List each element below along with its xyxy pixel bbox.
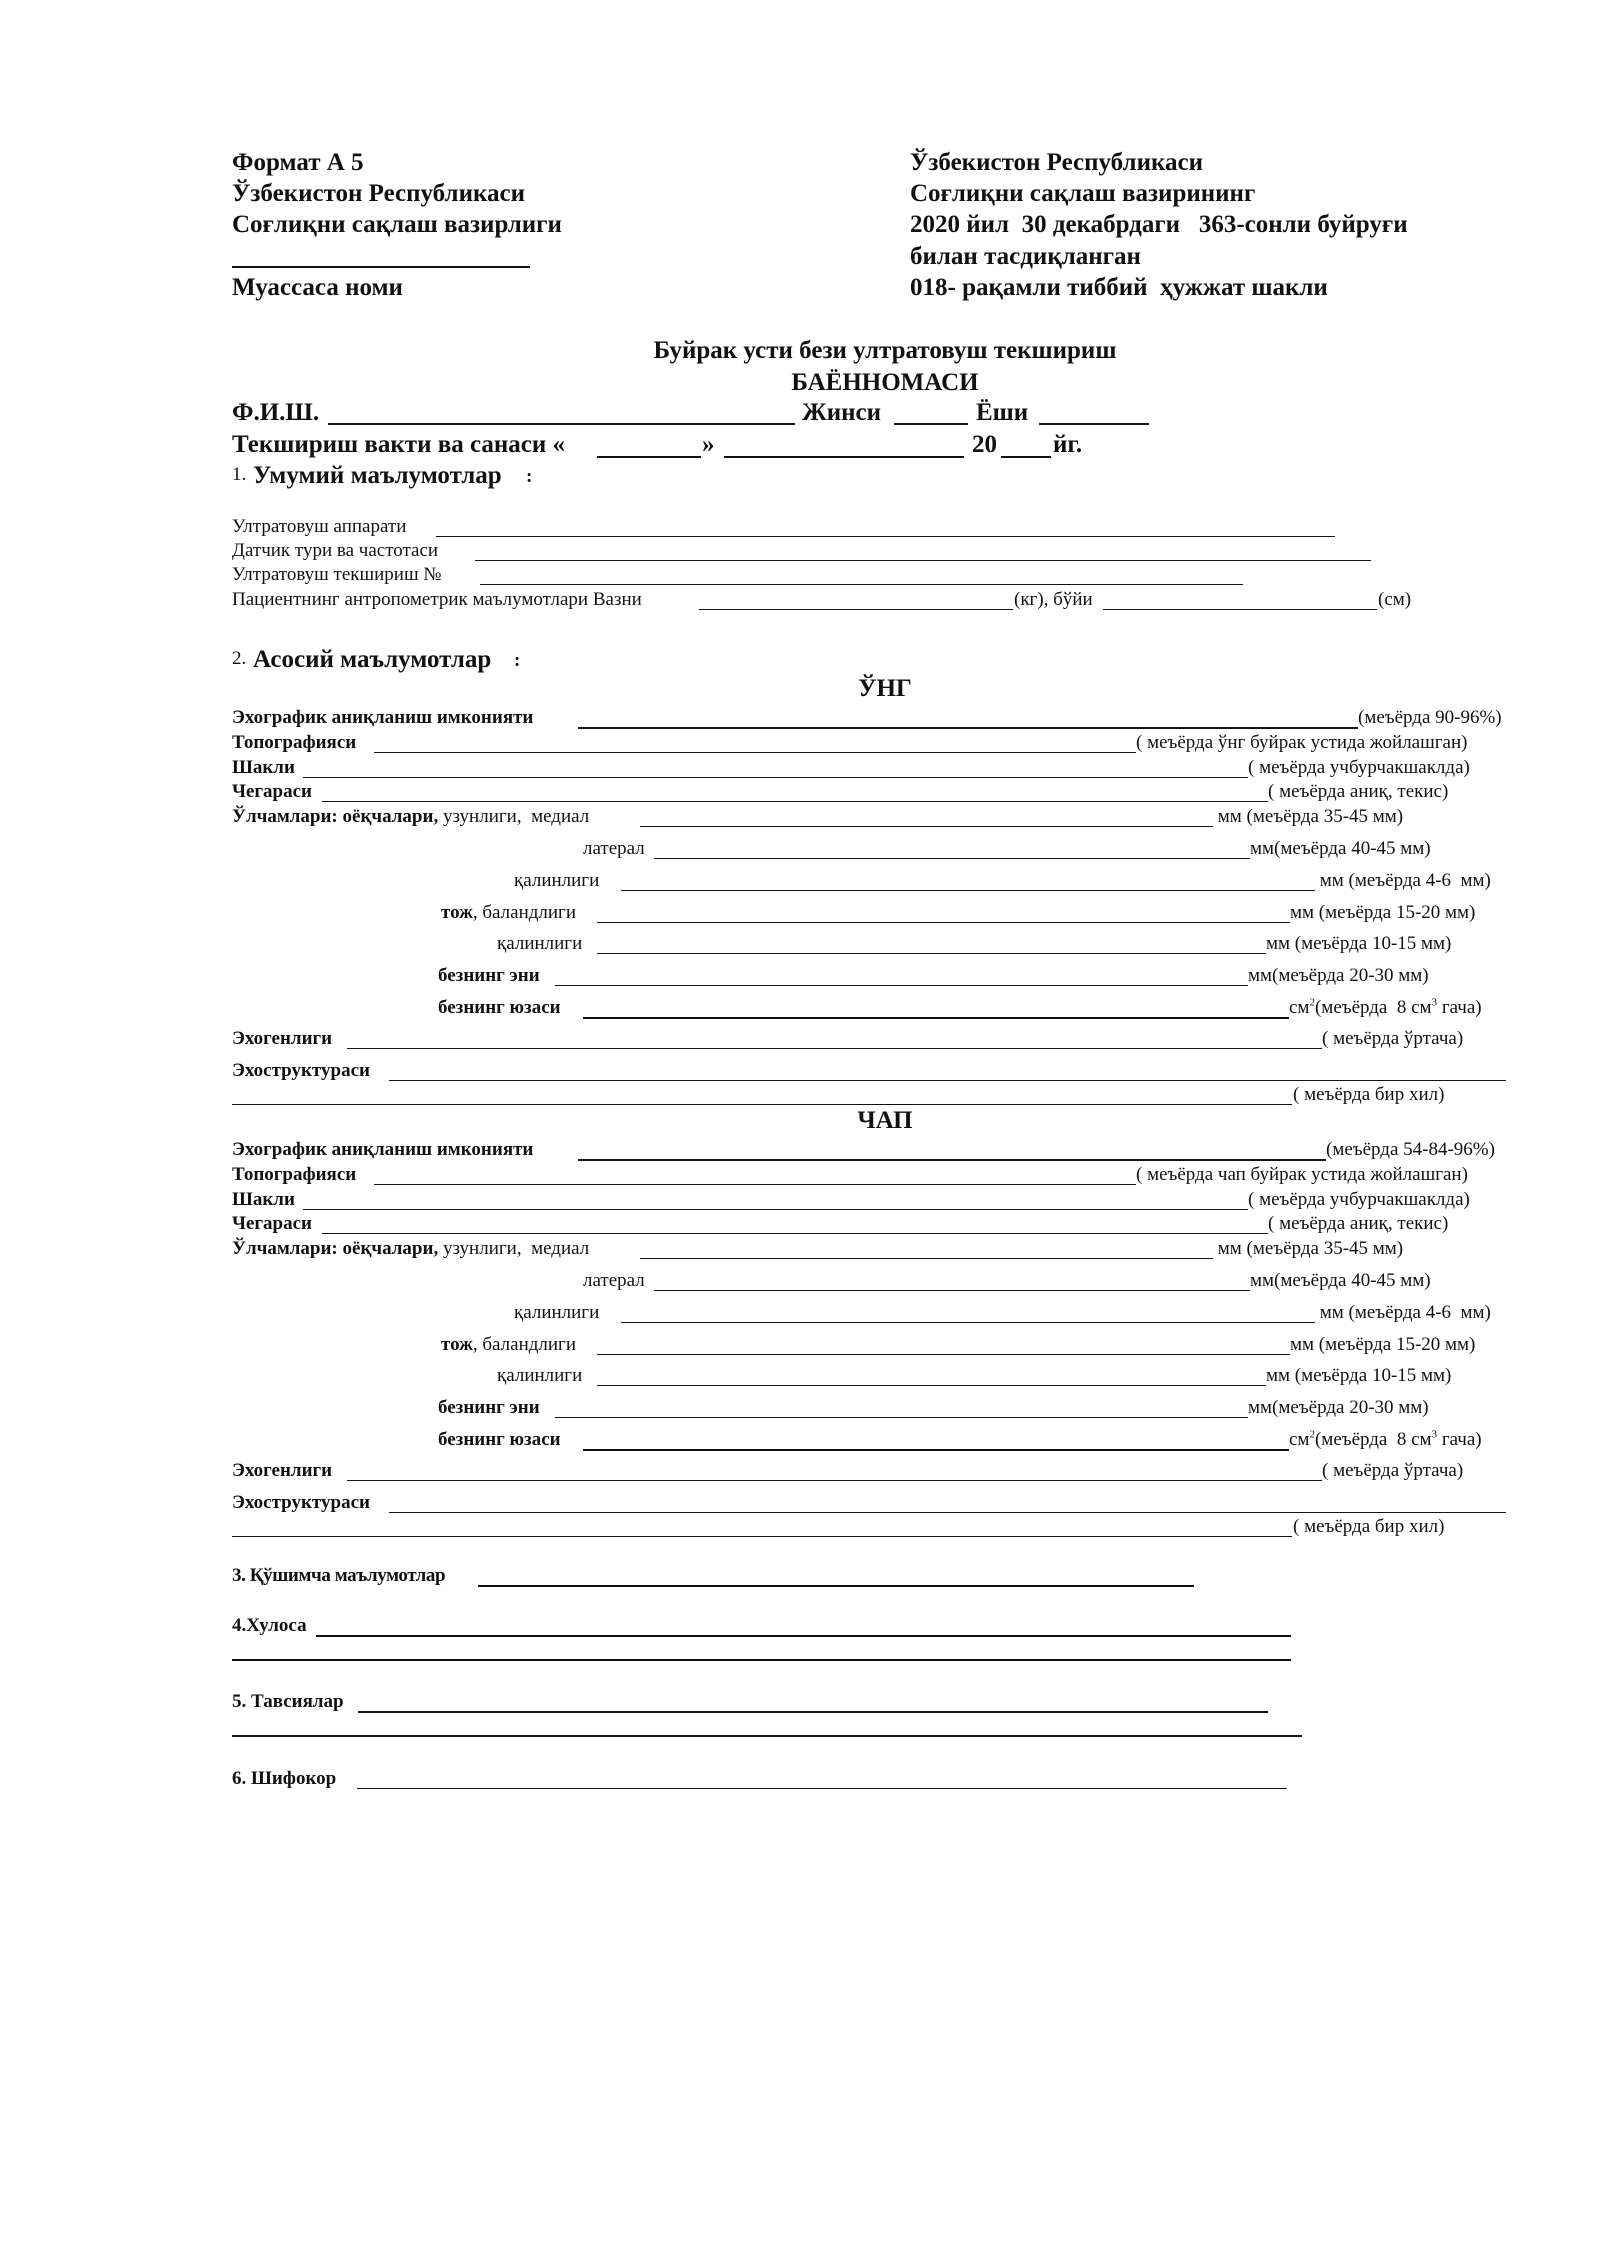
weight-label: Пациентнинг антропометрик маълумотлари Вазни	[232, 589, 642, 610]
left-echostructure-field[interactable]	[389, 1512, 1506, 1513]
left-echogenicity-label: Эхогенлиги	[232, 1460, 333, 1481]
fio-label: Ф.И.Ш.	[232, 399, 320, 426]
right-dims-bold: Ўлчамлари: оёқчалари,	[232, 806, 439, 827]
left-medial-norm: мм (меъёрда 35-45 мм)	[1213, 1238, 1404, 1259]
republic-left: Ўзбекистон Республикаси	[232, 180, 526, 207]
document-title-2: БАЁННОМАСИ	[791, 369, 979, 396]
left-borders-norm: ( меъёрда аниқ, текис)	[1268, 1213, 1449, 1234]
exam-day-field[interactable]	[597, 456, 701, 458]
section3-label: 3. Қўшимча маълумотлар	[232, 1565, 446, 1586]
right-borders-field[interactable]	[322, 801, 1268, 802]
right-lateral-field[interactable]	[654, 858, 1250, 859]
right-surface-field[interactable]	[583, 1017, 1289, 1019]
right-topography-label: Топографияси	[232, 732, 357, 753]
right-thickness1-field[interactable]	[621, 890, 1315, 891]
right-surface-tail: гача)	[1437, 997, 1482, 1018]
left-thickness2-field[interactable]	[597, 1385, 1266, 1386]
form-number: 018- рақамли тиббий ҳужжат шакли	[910, 274, 1328, 301]
right-medial-norm: мм (меъёрда 35-45 мм)	[1213, 806, 1404, 827]
right-thickness2-label: қалинлиги	[497, 933, 583, 954]
section1-num: 1.	[232, 464, 247, 485]
right-width-norm: мм(меъёрда 20-30 мм)	[1248, 965, 1429, 986]
left-surface-sup2: 2	[1309, 1428, 1315, 1441]
left-topography-label: Топографияси	[232, 1164, 357, 1185]
left-surface-sup3: 3	[1431, 1428, 1438, 1441]
right-echogenicity-norm: ( меъёрда ўртача)	[1322, 1028, 1464, 1049]
left-surface-tail: гача)	[1437, 1429, 1482, 1450]
left-body-bold: тож	[441, 1334, 473, 1355]
right-surface-sup2: 2	[1309, 996, 1315, 1009]
fio-field[interactable]	[328, 423, 795, 425]
left-dims-bold: Ўлчамлари: оёқчалари,	[232, 1238, 439, 1259]
left-topography-field[interactable]	[374, 1184, 1136, 1185]
section1-title: Умумий маълумотлар	[253, 462, 502, 489]
age-field[interactable]	[1039, 423, 1149, 425]
left-shape-label: Шакли	[232, 1189, 295, 1210]
left-lateral-label: латерал	[583, 1270, 645, 1291]
right-width-field[interactable]	[555, 985, 1248, 986]
right-echo-visibility-field[interactable]	[578, 727, 1358, 729]
left-height-field[interactable]	[597, 1354, 1290, 1355]
left-width-norm: мм(меъёрда 20-30 мм)	[1248, 1397, 1429, 1418]
ministry-left: Соғлиқни сақлаш вазирлиги	[232, 211, 562, 238]
left-thickness1-norm: мм (меъёрда 4-6 мм)	[1315, 1302, 1491, 1323]
right-body-rest: , баландлиги	[472, 902, 577, 923]
exam-year-field[interactable]	[1001, 456, 1051, 458]
institution-label: Муассаса номи	[232, 274, 403, 301]
left-thickness1-label: қалинлиги	[514, 1302, 600, 1323]
kg-height-label: (кг), бўйи	[1014, 589, 1093, 610]
right-dims-rest: узунлиги, медиал	[438, 806, 590, 827]
left-echo-visibility-field[interactable]	[578, 1159, 1326, 1161]
right-body-label	[441, 903, 576, 922]
sensor-field[interactable]	[475, 560, 1371, 561]
left-width-field[interactable]	[555, 1417, 1248, 1418]
right-body-bold: тож	[441, 902, 473, 923]
right-height-field[interactable]	[597, 922, 1290, 923]
right-surface-sup3: 3	[1431, 996, 1438, 1009]
left-lateral-field[interactable]	[654, 1290, 1250, 1291]
section6-label: 6. Шифокор	[232, 1768, 337, 1789]
left-echostructure-norm: ( меъёрда бир хил)	[1293, 1516, 1445, 1537]
order-line: 2020 йил 30 декабрдаги 363-сонли буйруғи	[910, 211, 1408, 238]
right-height-norm: мм (меъёрда 15-20 мм)	[1290, 902, 1476, 923]
right-echogenicity-field[interactable]	[347, 1048, 1322, 1049]
exam-number-field[interactable]	[480, 584, 1243, 585]
conclusion-field[interactable]	[316, 1635, 1291, 1637]
right-shape-norm: ( меъёрда учбурчакшаклда)	[1248, 757, 1470, 778]
left-echo-visibility-label: Эхографик аниқланиш имконияти	[232, 1139, 534, 1160]
right-echo-norm: (меъёрда 90-96%)	[1358, 707, 1502, 728]
right-surface-norm-text: (меъёрда 8 см	[1314, 997, 1432, 1018]
height-field[interactable]	[1103, 609, 1377, 610]
cm-label: (см)	[1378, 589, 1412, 610]
right-echo-visibility-label: Эхографик аниқланиш имконияти	[232, 707, 534, 728]
age-label: Ёши	[976, 399, 1029, 426]
right-thickness2-norm: мм (меъёрда 10-15 мм)	[1266, 933, 1452, 954]
left-borders-label: Чегараси	[232, 1213, 312, 1234]
right-topography-field[interactable]	[374, 752, 1136, 753]
approved-line: билан тасдиқланган	[910, 243, 1141, 270]
republic-right: Ўзбекистон Республикаси	[910, 149, 1204, 176]
left-thickness2-norm: мм (меъёрда 10-15 мм)	[1266, 1365, 1452, 1386]
right-echogenicity-label: Эхогенлиги	[232, 1028, 333, 1049]
left-shape-norm: ( меъёрда учбурчакшаклда)	[1248, 1189, 1470, 1210]
left-echostructure-label: Эхоструктураси	[232, 1492, 370, 1513]
left-surface-unit: см	[1289, 1429, 1310, 1450]
left-surface-label: безнинг юзаси	[438, 1429, 561, 1450]
left-topography-norm: ( меъёрда чап буйрак устида жойлашган)	[1136, 1164, 1468, 1185]
recommendations-field-2[interactable]	[232, 1735, 1302, 1737]
right-surface-unit: см	[1289, 997, 1310, 1018]
left-body-rest: , баландлиги	[472, 1334, 577, 1355]
section1-colon: :	[526, 466, 533, 487]
right-lateral-norm: мм(меъёрда 40-45 мм)	[1250, 838, 1431, 859]
left-thickness1-field[interactable]	[621, 1322, 1315, 1323]
gender-field[interactable]	[894, 423, 968, 425]
conclusion-field-2[interactable]	[232, 1659, 1291, 1661]
right-topography-norm: ( меъёрда ўнг буйрак устида жойлашган)	[1136, 732, 1468, 753]
section5-label: 5. Тавсиялар	[232, 1691, 344, 1712]
device-label: Ултратовуш аппарати	[232, 516, 407, 537]
right-surface-norm	[1289, 998, 1482, 1017]
institution-name-field[interactable]	[232, 266, 530, 268]
device-field[interactable]	[436, 536, 1335, 537]
additional-info-field[interactable]	[478, 1585, 1194, 1587]
right-borders-label: Чегараси	[232, 781, 312, 802]
sensor-label: Датчик тури ва частотаси	[232, 540, 439, 561]
right-thickness1-norm: мм (меъёрда 4-6 мм)	[1315, 870, 1491, 891]
right-medial-field[interactable]	[640, 826, 1213, 827]
right-surface-label: безнинг юзаси	[438, 997, 561, 1018]
left-width-label: безнинг эни	[438, 1397, 540, 1418]
left-surface-norm	[1289, 1430, 1482, 1449]
left-medial-field[interactable]	[640, 1258, 1213, 1259]
left-lateral-norm: мм(меъёрда 40-45 мм)	[1250, 1270, 1431, 1291]
right-lateral-label: латерал	[583, 838, 645, 859]
ministry-right: Соғлиқни сақлаш вазирининг	[910, 180, 1256, 207]
document-title: Буйрак усти бези ултратовуш текшириш	[653, 337, 1117, 364]
right-echostructure-label: Эхоструктураси	[232, 1060, 370, 1081]
exam-month-field[interactable]	[724, 456, 964, 458]
doctor-field[interactable]	[357, 1788, 1287, 1789]
right-width-label: безнинг эни	[438, 965, 540, 986]
section2-title: Асосий маълумотлар	[253, 646, 492, 673]
right-shape-label: Шакли	[232, 757, 295, 778]
year-suffix: йг.	[1053, 431, 1083, 458]
right-echostructure-norm: ( меъёрда бир хил)	[1293, 1084, 1445, 1105]
quote-close: »	[702, 431, 715, 458]
right-side-heading: ЎНГ	[858, 675, 912, 702]
section4-label: 4.Хулоса	[232, 1615, 307, 1636]
left-height-norm: мм (меъёрда 15-20 мм)	[1290, 1334, 1476, 1355]
left-side-heading: ЧАП	[857, 1107, 913, 1134]
right-echostructure-field[interactable]	[389, 1080, 1506, 1081]
left-borders-field[interactable]	[322, 1233, 1268, 1234]
exam-time-label: Текшириш вакти ва санаси «	[232, 431, 566, 458]
left-echo-norm: (меъёрда 54-84-96%)	[1326, 1139, 1495, 1160]
right-thickness1-label: қалинлиги	[514, 870, 600, 891]
recommendations-field[interactable]	[358, 1711, 1268, 1713]
section2-num: 2.	[232, 648, 247, 669]
left-surface-field[interactable]	[583, 1449, 1289, 1451]
left-echogenicity-field[interactable]	[347, 1480, 1322, 1481]
right-dims-label	[232, 807, 589, 826]
left-shape-field[interactable]	[303, 1209, 1248, 1210]
weight-field[interactable]	[699, 609, 1013, 610]
right-thickness2-field[interactable]	[597, 953, 1266, 954]
left-dims-label	[232, 1239, 589, 1258]
right-shape-field[interactable]	[303, 777, 1248, 778]
gender-label: Жинси	[802, 399, 882, 426]
left-thickness2-label: қалинлиги	[497, 1365, 583, 1386]
left-echogenicity-norm: ( меъёрда ўртача)	[1322, 1460, 1464, 1481]
exam-number-label: Ултратовуш текшириш №	[232, 564, 442, 585]
section2-colon: :	[514, 650, 521, 671]
right-echostructure-field-2[interactable]	[232, 1104, 1292, 1105]
format-label: Формат А 5	[232, 149, 364, 176]
left-surface-norm-text: (меъёрда 8 см	[1314, 1429, 1432, 1450]
year-prefix: 20	[972, 431, 997, 458]
left-body-label	[441, 1335, 576, 1354]
right-borders-norm: ( меъёрда аниқ, текис)	[1268, 781, 1449, 802]
left-dims-rest: узунлиги, медиал	[438, 1238, 590, 1259]
left-echostructure-field-2[interactable]	[232, 1536, 1292, 1537]
